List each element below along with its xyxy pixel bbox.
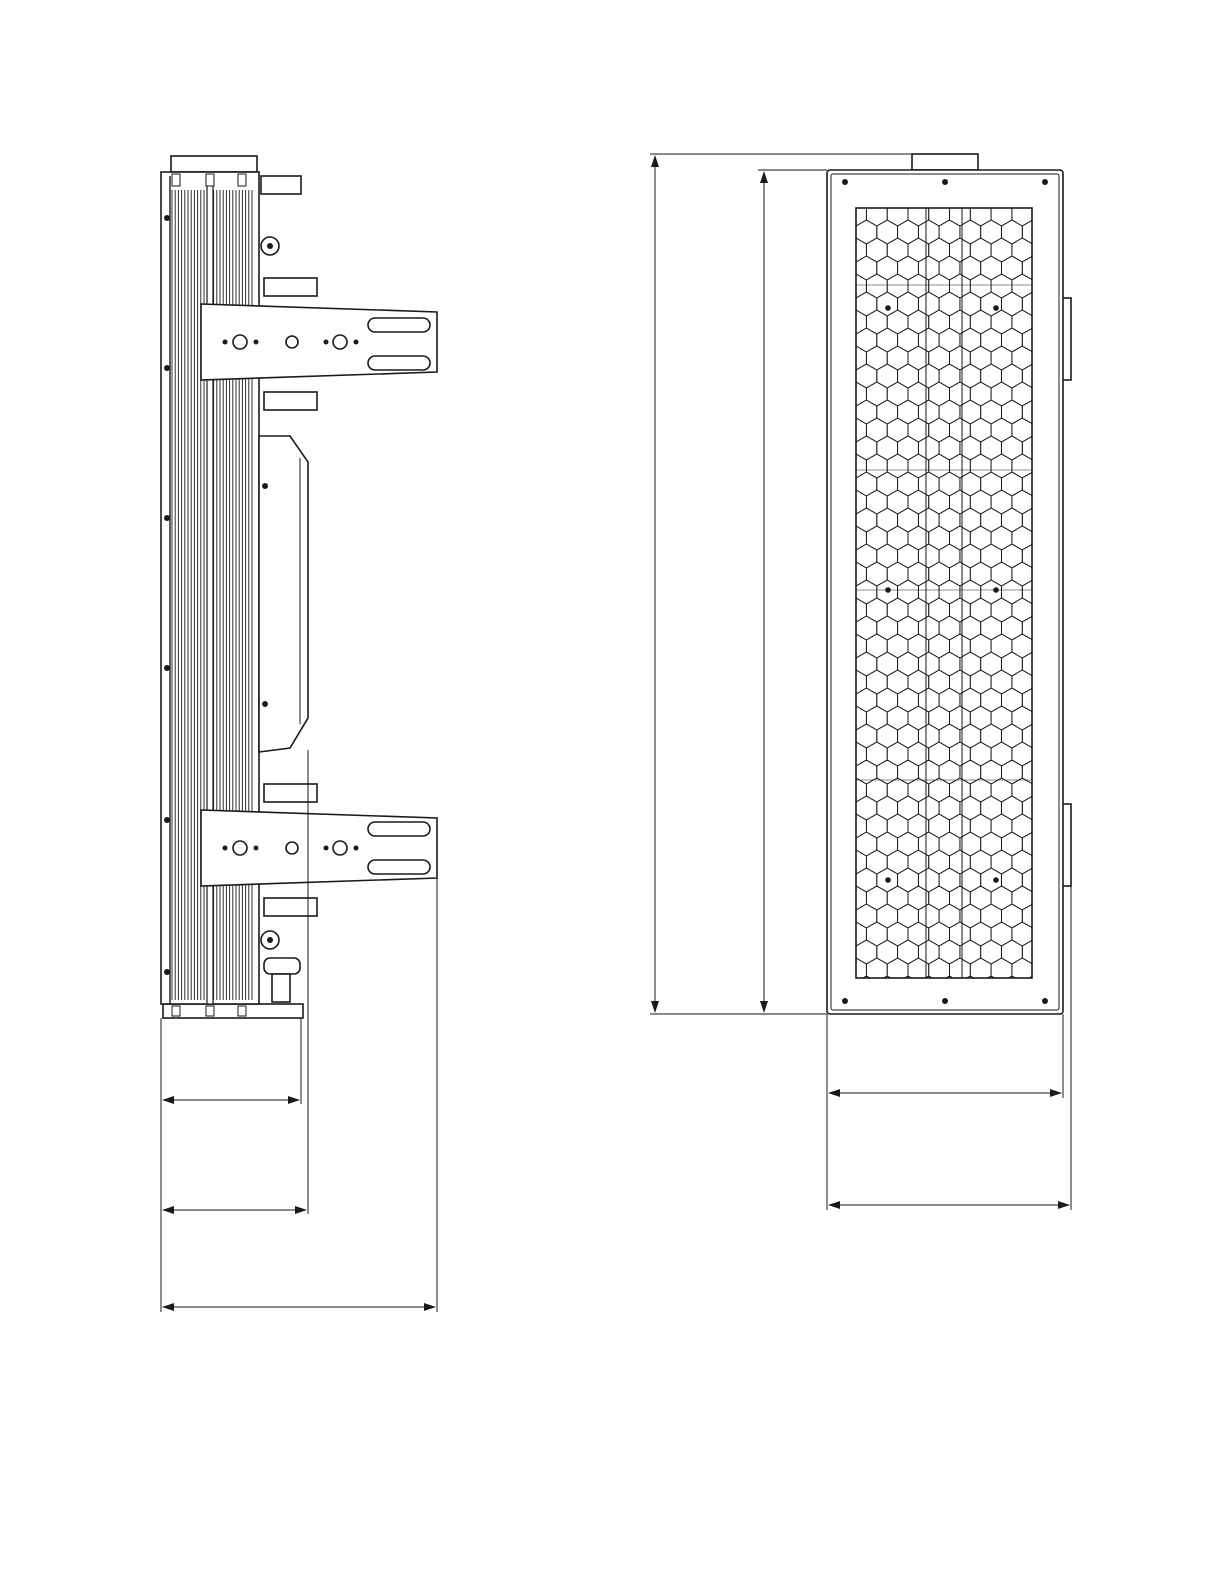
top-connector: [261, 176, 301, 194]
side-top-cap: [171, 156, 257, 172]
cable-gland: [264, 958, 300, 974]
side-bottom-cap: [163, 1004, 303, 1018]
side-view: [161, 156, 437, 1312]
front-top-tab: [912, 154, 978, 170]
front-view: [650, 154, 1071, 1210]
lens-panel: [856, 208, 1032, 978]
